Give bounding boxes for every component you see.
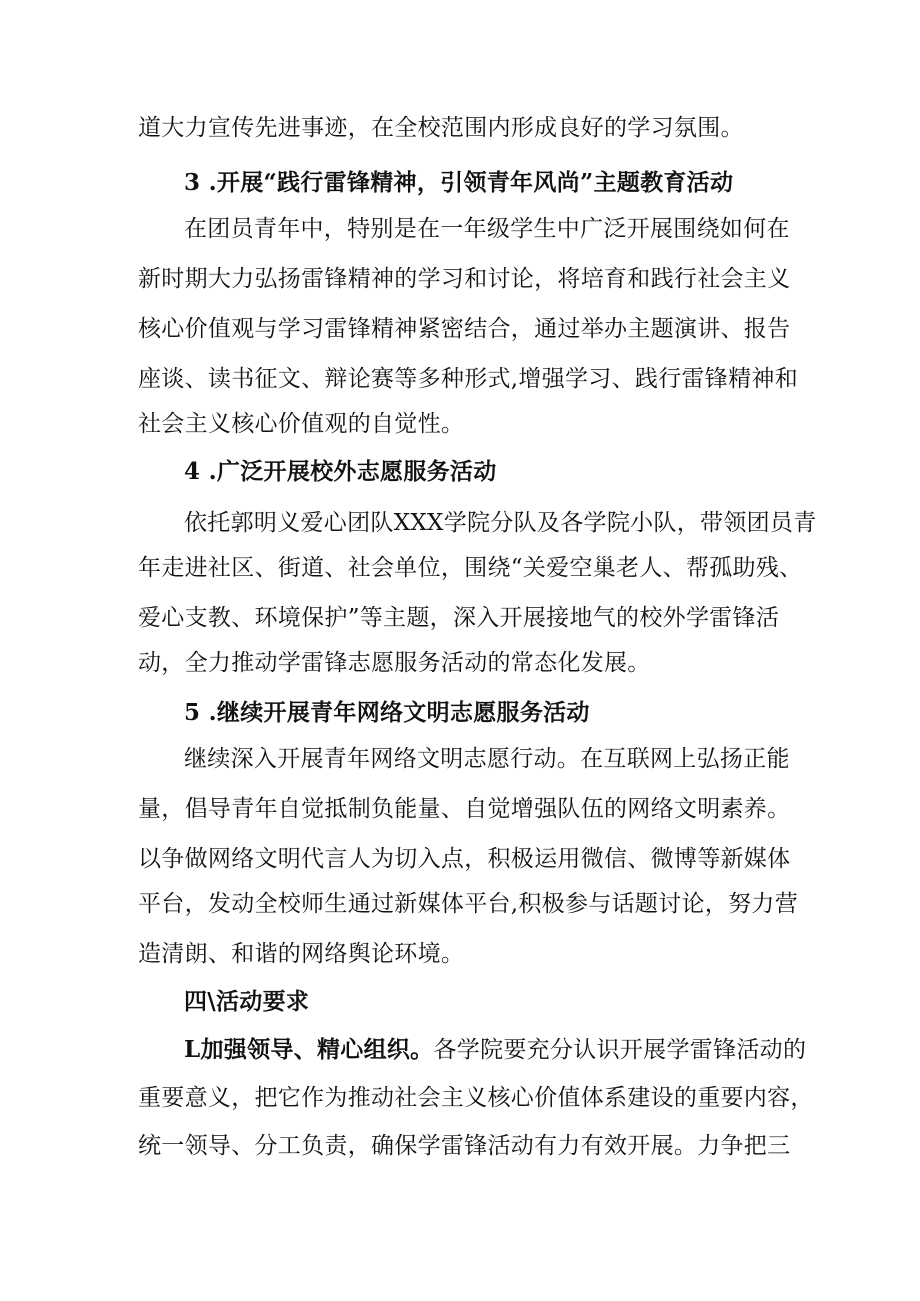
- section-4-requirements-heading: 四\活动要求: [184, 988, 310, 1015]
- paragraph-line: 量，倡导青年自觉抵制负能量、自觉增强队伍的网络文明素养。: [138, 796, 791, 822]
- paragraph-line: [184, 1035, 806, 1065]
- paragraph-line: 道大力宣传先进事迹，在全校范围内形成良好的学习氛围。: [138, 115, 744, 141]
- paragraph-line: 平台，发动全校师生通过新媒体平台,积极参与话题讨论，努力营: [138, 891, 799, 917]
- paragraph-line: 造清朗、和谐的网络舆论环境。: [138, 941, 465, 967]
- paragraph-line: 以争做网络文明代言人为切入点，积极运用微信、微博等新媒体: [138, 846, 791, 872]
- requirement-1-text: 各学院要充分认识开展学雷锋活动的: [433, 1037, 807, 1063]
- section-3-heading: 3 .开展“践行雷锋精神，引领青年风尚”主题教育活动: [184, 169, 734, 196]
- paragraph-line: 继续深入开展青年网络文明志愿行动。在互联网上弘扬正能: [184, 746, 790, 772]
- paragraph-line: 爱心支教、环境保护”等主题，深入开展接地气的校外学雷锋活: [138, 605, 780, 631]
- paragraph-line: 年走进社区、街道、社会单位，围绕“关爱空巢老人、帮孤助残、: [138, 555, 803, 581]
- paragraph-line: 统一领导、分工负责，确保学雷锋活动有力有效开展。力争把三: [138, 1133, 791, 1159]
- paragraph-line: 重要意义，把它作为推动社会主义核心价值体系建设的重要内容，: [138, 1085, 814, 1111]
- section-5-heading: 5 .继续开展青年网络文明志愿服务活动: [184, 699, 590, 726]
- requirement-1-title: L加强领导、精心组织。: [184, 1036, 434, 1063]
- section-4-heading: 4 .广泛开展校外志愿服务活动: [184, 458, 497, 485]
- paragraph-line: 新时期大力弘扬雷锋精神的学习和讨论，将培育和践行社会主义: [138, 266, 791, 292]
- paragraph-line: 依托郭明义爱心团队XXX学院分队及各学院小队，带领团员青: [184, 510, 817, 536]
- paragraph-line: 在团员青年中，特别是在一年级学生中广泛开展围绕如何在: [184, 216, 790, 242]
- paragraph-line: 社会主义核心价值观的自觉性。: [138, 411, 465, 437]
- paragraph-line: 座谈、读书征文、辩论赛等多种形式,增强学习、践行雷锋精神和: [138, 366, 799, 392]
- paragraph-line: 动，全力推动学雷锋志愿服务活动的常态化发展。: [138, 650, 651, 676]
- paragraph-line: 核心价值观与学习雷锋精神紧密结合，通过举办主题演讲、报告: [138, 316, 791, 342]
